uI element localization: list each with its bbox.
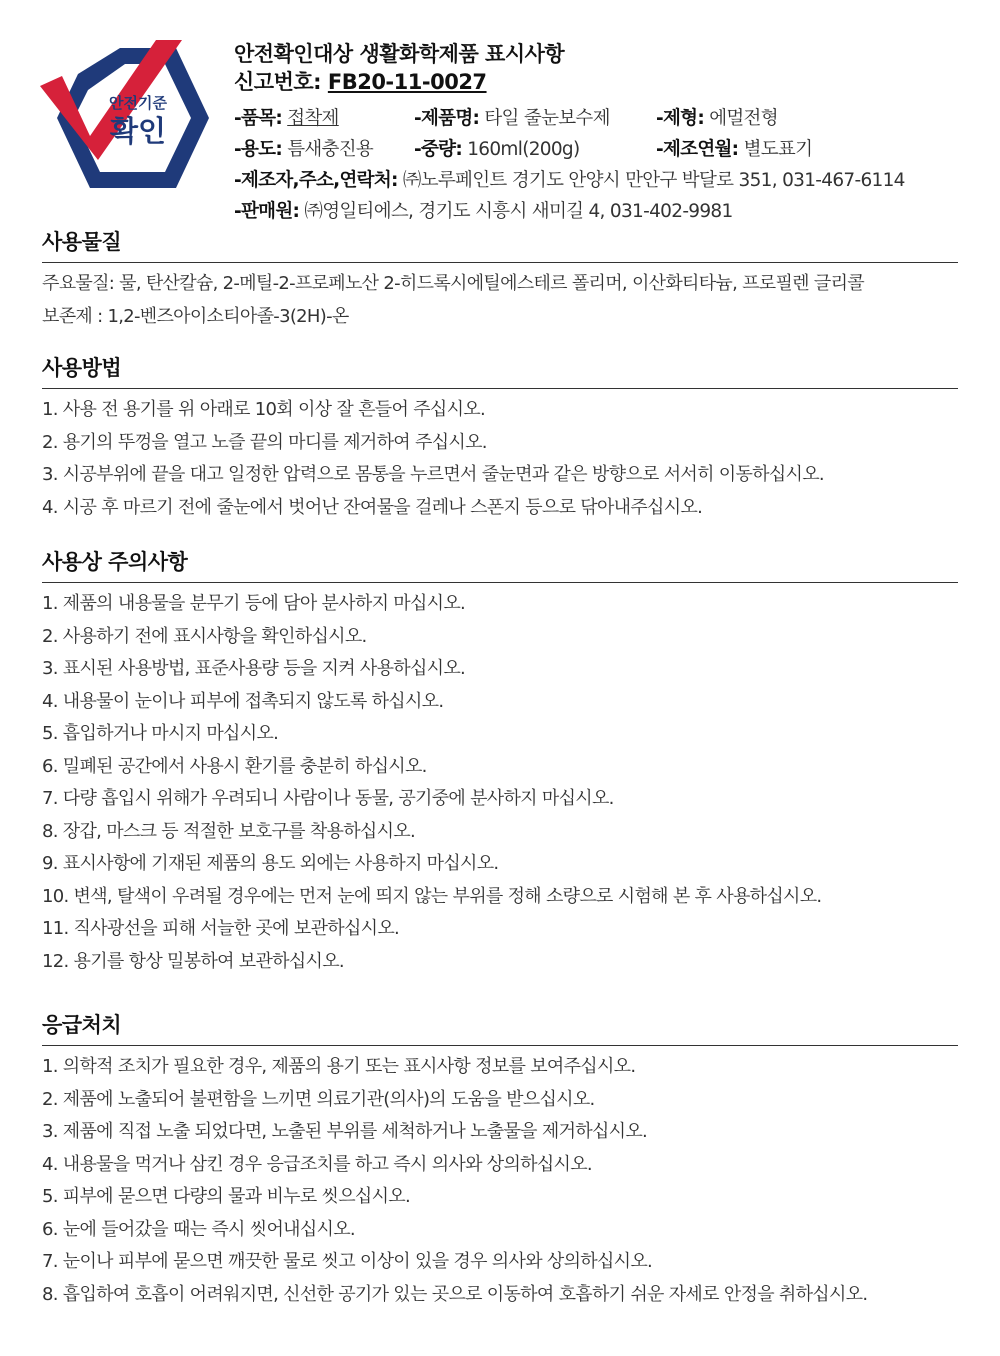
list-item: 10. 변색, 탈색이 우려될 경우에는 먼저 눈에 띄지 않는 부위를 정해 소량으로 시험해 본 후 사용하십시오. [42,885,822,907]
info-item-usage: -용도: 틈새충진용 [234,139,374,160]
list-item: 1. 제품의 내용물을 분무기 등에 담아 분사하지 마십시오. [42,593,466,614]
list-item: 5. 피부에 묻으면 다량의 물과 비누로 씻으십시오. [42,1186,410,1207]
section-title: 사용상 주의사항 [42,548,958,583]
list-item: 12. 용기를 항상 밀봉하여 보관하십시오. [42,950,344,972]
safety-check-logo [38,38,213,198]
section-first-aid [42,1011,958,1311]
list-item: 1. 사용 전 용기를 위 아래로 10회 이상 잘 흔들어 주십시오. [42,399,485,420]
list-item: 3. 시공부위에 끝을 대고 일정한 압력으로 몸통을 누르면서 줄눈면과 같은 방향으로 서서히 이동하십시오. [42,464,824,485]
section-body [42,263,958,333]
section-title: 사용방법 [42,354,958,389]
list-item: 4. 시공 후 마르기 전에 줄눈에서 벗어난 잔여물을 걸레나 스폰지 등으로 닦아내주십시오. [42,496,703,518]
list-item: 2. 제품에 노출되어 불편함을 느끼면 의료기관(의사)의 도움을 받으십시오. [42,1088,595,1110]
info-item-weight: -중량: 160ml(200g) [414,139,580,160]
section-title: 사용물질 [42,228,958,263]
list-item: 6. 밀폐된 공간에서 사용시 환기를 충분히 하십시오. [42,755,427,777]
list-item: 1. 의학적 조치가 필요한 경우, 제품의 용기 또는 표시사항 정보를 보여주십시오. [42,1056,636,1077]
list-item: 보존제 : 1,2-벤즈아이소티아졸-3(2H)-온 [42,305,349,327]
info-item-category: -품목: 접착제 [234,108,339,129]
list-item: 2. 용기의 뚜껑을 열고 노즐 끝의 마디를 제거하여 주십시오. [42,431,487,453]
section-cautions [42,548,958,978]
list-item: 4. 내용물이 눈이나 피부에 접촉되지 않도록 하십시오. [42,690,444,712]
list-item: 4. 내용물을 먹거나 삼킨 경우 응급조치를 하고 즉시 의사와 상의하십시오. [42,1153,592,1175]
list-item: 7. 다량 흡입시 위해가 우려되니 사람이나 동물, 공기중에 분사하지 마십시오. [42,788,614,809]
registration-number [234,68,974,96]
list-item: 2. 사용하기 전에 표시사항을 확인하십시오. [42,625,367,647]
info-item-seller: -판매원: ㈜영일티에스, 경기도 시흥시 새미길 4, 031-402-9981 [234,201,733,222]
list-item: 6. 눈에 들어갔을 때는 즉시 씻어내십시오. [42,1218,355,1240]
list-item: 5. 흡입하거나 마시지 마십시오. [42,723,279,744]
list-item: 주요물질: 물, 탄산칼슘, 2-메틸-2-프로페노산 2-히드록시에틸에스테르 폴리머, 이산화티타늄, 프로필렌 글리콜 [42,273,864,294]
list-item: 8. 흡입하여 호흡이 어려워지면, 신선한 공기가 있는 곳으로 이동하여 호흡하기 쉬운 자세로 안정을 취하십시오. [42,1283,868,1305]
logo-line2: 확인 [109,114,167,148]
header-info [234,40,974,227]
list-item: 8. 장갑, 마스크 등 적절한 보호구를 착용하십시오. [42,820,416,842]
reg-number: FB20-11-0027 [327,70,487,94]
info-item-manufacturer: -제조자,주소,연락처: ㈜노루페인트 경기도 안양시 만안구 박달로 351, 031-467-6114 [234,170,905,191]
list-item: 3. 표시된 사용방법, 표준사용량 등을 지켜 사용하십시오. [42,658,466,679]
info-row [234,103,974,134]
section-title: 응급처치 [42,1011,958,1046]
list-item: 7. 눈이나 피부에 묻으면 깨끗한 물로 씻고 이상이 있을 경우 의사와 상의하십시오. [42,1251,653,1272]
info-item-form: -제형: 에멀전형 [656,108,778,129]
list-item: 3. 제품에 직접 노출 되었다면, 노출된 부위를 세척하거나 노출물을 제거하십시오. [42,1121,648,1142]
info-row [234,134,974,165]
label-title: 안전확인대상 생활화학제품 표시사항 [234,42,565,66]
reg-label: 신고번호: [234,70,322,94]
logo-line1: 안전기준 [109,94,167,112]
list-item: 9. 표시사항에 기재된 제품의 용도 외에는 사용하지 마십시오. [42,853,499,874]
section-body [42,583,958,978]
info-item-manufacture-date: -제조연월: 별도표기 [656,139,813,160]
section-body [42,389,958,524]
list-item: 11. 직사광선을 피해 서늘한 곳에 보관하십시오. [42,918,400,939]
section-usage [42,354,958,524]
section-body [42,1046,958,1311]
info-item-product-name: -제품명: 타일 줄눈보수제 [414,108,610,129]
section-materials [42,228,958,333]
